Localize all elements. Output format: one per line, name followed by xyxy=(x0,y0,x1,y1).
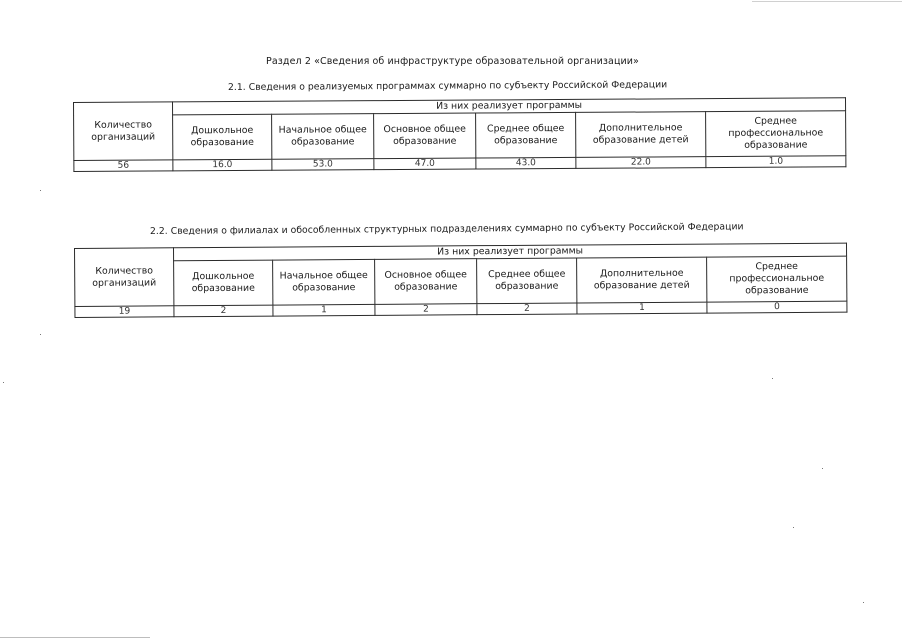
column-header: Основное общее образование xyxy=(375,259,477,305)
group-header: Из них реализует программы xyxy=(174,243,847,261)
column-header: Среднее общее образование xyxy=(476,112,576,158)
group-header: Из них реализует программы xyxy=(173,98,846,115)
value-cell: 1 xyxy=(577,302,707,314)
scan-speck xyxy=(772,378,773,379)
scan-artifact-top xyxy=(752,1,902,2)
scan-artifact-bottom xyxy=(0,637,150,638)
column-header: Дополнительное образование детей xyxy=(577,257,707,303)
count-header: Количество организаций xyxy=(74,102,173,161)
scan-speck xyxy=(863,602,864,603)
section-title: Раздел 2 «Сведения об инфраструктуре образовательной организации» xyxy=(266,56,639,67)
value-cell: 22.0 xyxy=(576,157,706,169)
scan-speck xyxy=(3,382,4,383)
table2-title: 2.2. Сведения о филиалах и обособленных структурных подразделениях суммарно по субъекту Российской Федерации xyxy=(149,221,744,237)
column-header: Дошкольное образование xyxy=(174,260,273,306)
column-header: Среднее общее образование xyxy=(477,258,577,304)
value-cell: 1.0 xyxy=(706,156,846,168)
value-cell: 19 xyxy=(75,306,174,318)
value-cell: 47.0 xyxy=(374,158,476,170)
value-cell: 53.0 xyxy=(272,159,374,171)
column-header: Дополнительное образование детей xyxy=(576,112,706,158)
value-cell: 2 xyxy=(174,305,273,317)
value-cell: 16.0 xyxy=(173,159,272,171)
programs-table xyxy=(73,97,846,172)
table1-title: 2.1. Сведения о реализуемых программах суммарно по субъекту Российской Федерации xyxy=(227,79,668,93)
scan-speck xyxy=(40,190,41,191)
column-header: Начальное общее образование xyxy=(273,259,375,305)
column-header: Среднее профессиональное образование xyxy=(706,111,846,157)
count-header: Количество организаций xyxy=(75,248,174,307)
value-cell: 56 xyxy=(74,160,173,172)
column-header: Основное общее образование xyxy=(374,113,476,159)
column-header: Начальное общее образование xyxy=(272,114,374,160)
scan-speck xyxy=(793,527,794,528)
value-cell: 2 xyxy=(375,304,477,316)
branches-table xyxy=(74,243,848,318)
scan-speck xyxy=(822,468,823,469)
value-cell: 1 xyxy=(273,304,375,316)
scan-speck xyxy=(40,334,41,335)
value-cell: 2 xyxy=(477,303,577,315)
column-header: Среднее профессиональное образование xyxy=(707,256,847,302)
value-cell: 43.0 xyxy=(476,157,576,169)
column-header: Дошкольное образование xyxy=(173,114,272,160)
value-cell: 0 xyxy=(707,301,847,313)
